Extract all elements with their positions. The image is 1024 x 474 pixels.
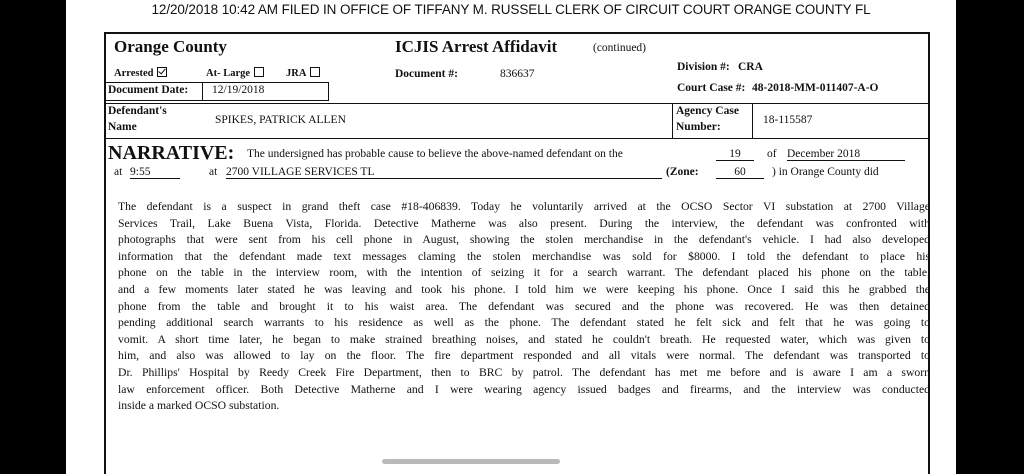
county-title: Orange County — [114, 37, 227, 56]
division-label: Division #: — [677, 61, 730, 73]
narrative-heading: NARRATIVE: — [108, 142, 235, 164]
court-case-label: Court Case #: — [677, 82, 746, 94]
affidavit-title: ICJIS Arrest Affidavit — [395, 37, 558, 56]
document-date-divider — [202, 82, 203, 100]
agency-case-label-2: Number: — [676, 121, 721, 133]
at-large-checkbox[interactable] — [254, 67, 264, 77]
narrative-day-value: 19 — [716, 148, 754, 161]
jra-label: JRA — [286, 68, 307, 79]
narrative-zone-label: (Zone: — [666, 166, 699, 178]
defendant-name-label-2: Name — [108, 121, 137, 133]
defendant-row-bottom-border — [105, 138, 928, 139]
agency-case-number-value: 18-115587 — [763, 114, 813, 126]
scroll-indicator[interactable] — [382, 459, 560, 464]
narrative-at-label-1: at — [114, 166, 123, 178]
narrative-line: vomit. A short time later, he began to make strained breathing noises, and stated he couldn't breath. He requested water, which was given to — [118, 332, 930, 346]
arrested-label: Arrested — [114, 68, 154, 79]
document-date-label: Document Date: — [108, 84, 189, 96]
jra-field — [286, 67, 320, 79]
document-number-value: 836637 — [500, 68, 535, 80]
narrative-county-suffix: ) in Orange County did — [772, 166, 879, 178]
arrested-checkbox[interactable] — [157, 67, 167, 77]
narrative-line: law enforcement officer. Both Detective Matherne and I were wearing agency issued badges and firearms, and the interview was conducted — [118, 382, 930, 396]
narrative-location — [226, 166, 662, 179]
narrative-line: Dr. Phillips' Hospital by Reedy Creek Fire Department, then to BRC by patrol. The defendant has met me before and is aware I am a sworn — [118, 365, 930, 379]
document-number-label: Document #: — [395, 68, 458, 80]
document-date-value: 12/19/2018 — [212, 84, 265, 96]
filing-stamp: 12/20/2018 10:42 AM FILED IN OFFICE OF TIFFANY M. RUSSELL CLERK OF CIRCUIT COURT ORANGE COUNTY FL — [151, 2, 871, 17]
agency-case-label-divider — [752, 103, 753, 139]
court-case-value: 48-2018-MM-011407-A-O — [752, 82, 879, 94]
narrative-month-year-value: December 2018 — [787, 148, 905, 161]
narrative-location-value: 2700 VILLAGE SERVICES TL — [226, 166, 662, 179]
jra-checkbox[interactable] — [310, 67, 320, 77]
narrative-day — [716, 148, 754, 161]
defendant-name-value: SPIKES, PATRICK ALLEN — [215, 114, 346, 126]
narrative-of-label: of — [767, 148, 777, 160]
division-value: CRA — [738, 61, 763, 73]
narrative-zone-value: 60 — [716, 166, 764, 179]
defendant-row-top-border — [105, 103, 928, 104]
narrative-line: pending additional search warrants to his residence as well as the phone. The defendant stated he felt sick and felt that he was going to — [118, 316, 930, 330]
narrative-line: information that the defendant made text messages claming the stolen merchandise was sold for $8000. I told the defendant to place his — [118, 249, 930, 263]
at-large-field — [206, 67, 264, 79]
narrative-time-value: 9:55 — [130, 166, 180, 179]
narrative-line: The defendant is a suspect in grand theft case #18-406839. Today he voluntarily arrived at the OCSO Sector VI substation at 2700 Village — [118, 200, 930, 213]
narrative-line: phone on the table in the interview room, with the intention of seizing it for a search warrant. The defendant placed his phone on the table, — [118, 266, 930, 280]
agency-case-label-1: Agency Case — [676, 105, 739, 117]
narrative-line: him, and also was allowed to lay on the floor. The fire department responded and all vitals were normal. The defendant was transported to — [118, 349, 930, 363]
narrative-at-label-2: at — [209, 166, 218, 178]
at-large-label: At- Large — [206, 68, 251, 79]
narrative-intro: The undersigned has probable cause to believe the above-named defendant on the — [247, 148, 623, 160]
narrative-line: photographs that were sent from his cell phone in August, showing the stolen merchandise in the defendant's vehicle. I had also developed — [118, 233, 930, 247]
narrative-line: and a few moments later stated he was leaving and took his phone. I told him we were keeping his phone. Once I said this he grabbed the — [118, 282, 930, 296]
narrative-month-year — [787, 148, 905, 161]
arrested-field — [114, 67, 167, 79]
narrative-line: Services Trail, Lake Buena Vista, Florida. Detective Matherne was also present. During the interview, the defendant was confronted with — [118, 216, 930, 230]
agency-case-divider — [672, 103, 673, 139]
defendant-name-label-1: Defendant's — [108, 105, 167, 117]
narrative-line: inside a marked OCSO substation. — [118, 399, 280, 413]
narrative-line: phone from the table and brought it to his waist area. The defendant was secured and the phone was recovered. He was then detained — [118, 299, 930, 313]
narrative-time — [130, 166, 180, 179]
document-page — [66, 0, 956, 474]
narrative-zone — [716, 166, 764, 179]
continued-label: (continued) — [593, 42, 647, 54]
narrative-body — [118, 199, 930, 415]
